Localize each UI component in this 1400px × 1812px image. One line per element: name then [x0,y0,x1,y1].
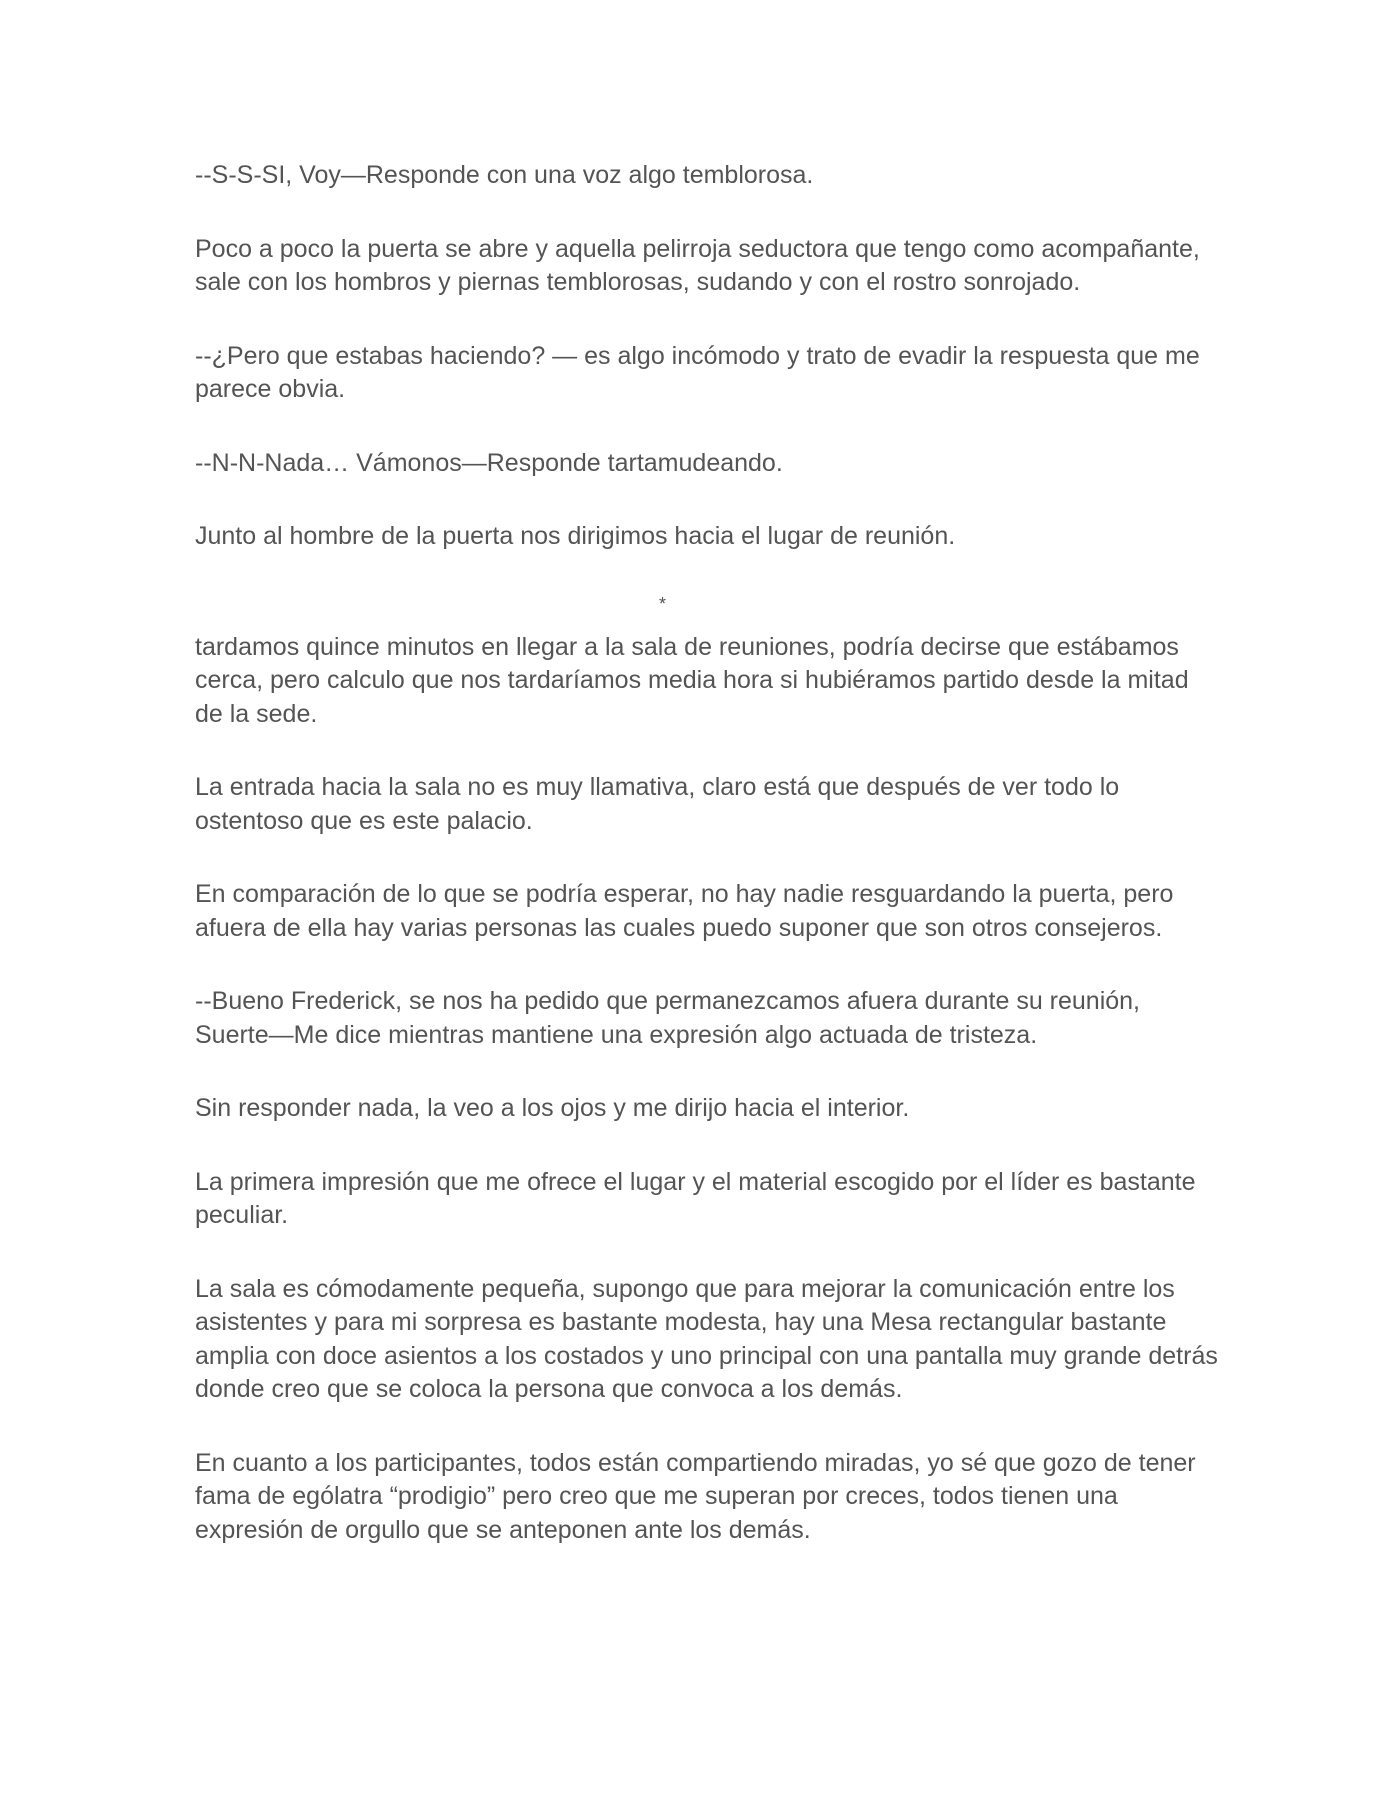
paragraph: La sala es cómodamente pequeña, supongo que para mejorar la comunicación entre los asistentes y para mi sorpresa es bastante modesta, hay una Mesa rectangular bastante amplia con doce asientos a los costados y uno principal con una pantalla muy grande detrás donde creo que se coloca la persona que convoca a los demás. [195,1274,1218,1403]
paragraph: En cuanto a los participantes, todos están compartiendo miradas, yo sé que gozo de tener fama de ególatra “prodigio” pero creo que me superan por creces, todos tienen una expresión de orgullo que se anteponen ante los demás. [195,1448,1196,1544]
paragraph: --¿Pero que estabas haciendo? — es algo incómodo y trato de evadir la respuesta que me parece obvia. [195,341,1200,403]
paragraph: La primera impresión que me ofrece el lugar y el material escogido por el líder es bastante peculiar. [195,1167,1196,1229]
paragraph: --N-N-Nada… Vámonos—Responde tartamudeando. [195,448,783,477]
paragraph: En comparación de lo que se podría esperar, no hay nadie resguardando la puerta, pero afuera de ella hay varias personas las cuales puedo suponer que son otros consejeros. [195,880,1174,942]
paragraph: Poco a poco la puerta se abre y aquella pelirroja seductora que tengo como acompañante, sale con los hombros y piernas temblorosas, sudando y con el rostro sonrojado. [195,234,1200,296]
document-body [195,159,1220,1587]
paragraph: tardamos quince minutos en llegar a la sala de reuniones, podría decirse que estábamos cerca, pero calculo que nos tardaríamos media hora si hubiéramos partido desde la mitad de la sede. [195,632,1189,728]
paragraph: La entrada hacia la sala no es muy llamativa, claro está que después de ver todo lo ostentoso que es este palacio. [195,773,1120,835]
paragraph: Junto al hombre de la puerta nos dirigimos hacia el lugar de reunión. [195,522,956,550]
paragraph: Sin responder nada, la veo a los ojos y me dirijo hacia el interior. [195,1094,910,1122]
paragraph: --S-S-SI, Voy—Responde con una voz algo temblorosa. [195,161,814,189]
section-separator: * [658,593,666,614]
paragraph: --Bueno Frederick, se nos ha pedido que permanezcamos afuera durante su reunión, Suerte—Me dice mientras mantiene una expresión algo actuada de tristeza. [195,987,1141,1049]
